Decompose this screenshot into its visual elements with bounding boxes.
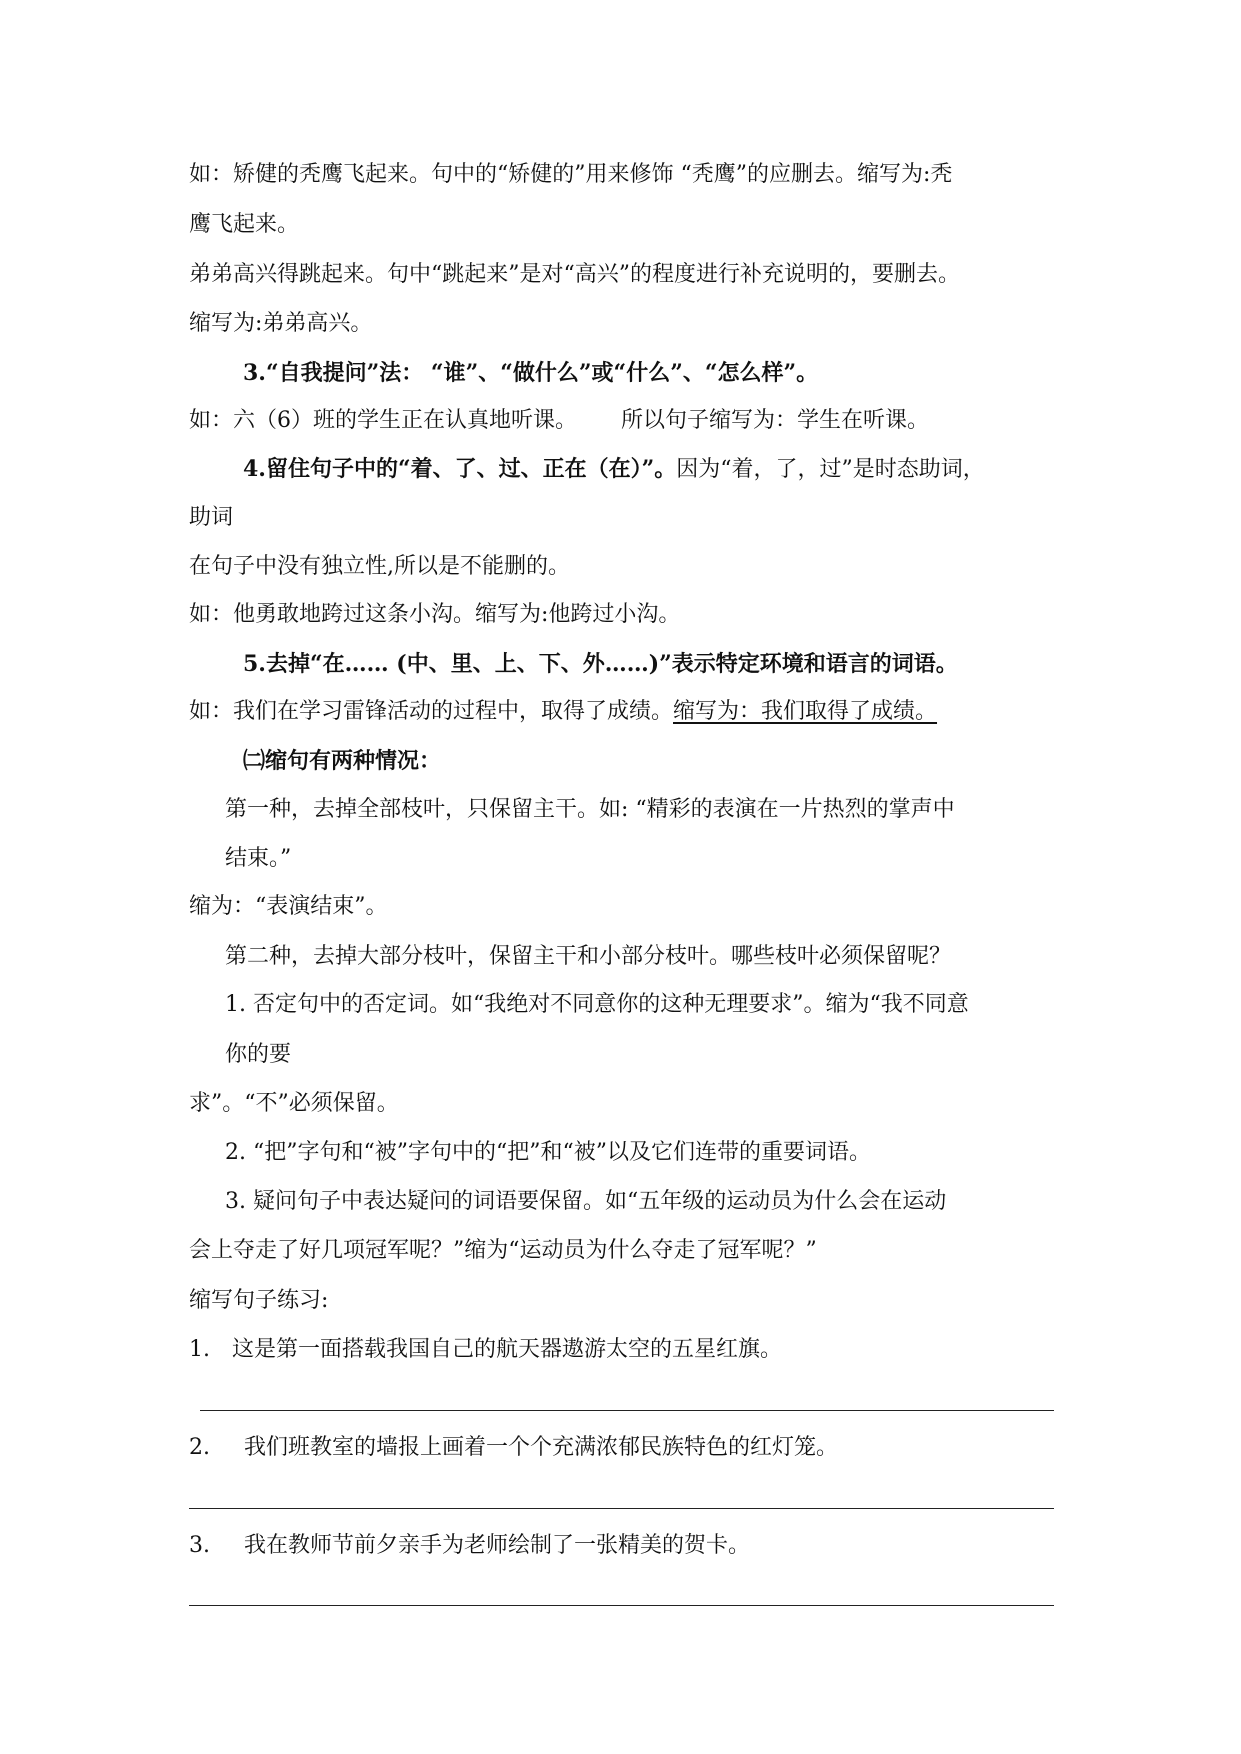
example-sentence: 如：我们在学习雷锋活动的过程中，取得了成绩。 <box>189 699 674 724</box>
rule-line-4 <box>243 454 985 485</box>
text-line: 结束。” <box>225 846 292 871</box>
answer-line[interactable] <box>189 1605 1054 1606</box>
exercise-sentence: 我们班教室的墙报上画着一个个充满浓郁民族特色的红灯笼。 <box>244 1435 839 1460</box>
exercise-number: 3. <box>189 1533 210 1558</box>
rule-heading-4: 4.留住句子中的“着、了、过、正在（在）”。 <box>243 456 677 482</box>
text-line: 如：矫健的秃鹰飞起来。句中的“矫健的”用来修饰 “秃鹰”的应删去。缩写为:秃 <box>189 162 953 187</box>
exercise-number: 2. <box>189 1435 210 1460</box>
example-line <box>189 697 937 727</box>
text-line: 你的要 <box>225 1042 292 1067</box>
exercise-number: 1. <box>189 1337 210 1362</box>
rule-heading-3: 3.“自我提问”法： “谁”、“做什么”或“什么”、“怎么样”。 <box>243 360 819 386</box>
text-line: 第一种，去掉全部枝叶，只保留主干。如: “精彩的表演在一片热烈的掌声中 <box>225 797 955 822</box>
exercise-sentence: 我在教师节前夕亲手为老师绘制了一张精美的贺卡。 <box>244 1533 751 1558</box>
text-line: 2. “把”字句和“被”字句中的“把”和“被”以及它们连带的重要词语。 <box>225 1140 871 1165</box>
text-line: 鹰飞起来。 <box>189 212 300 237</box>
example-line <box>189 406 929 436</box>
text-line: 如：他勇敢地跨过这条小沟。缩写为:他跨过小沟。 <box>189 602 681 627</box>
answer-line[interactable] <box>200 1410 1054 1411</box>
example-sentence: 如：六（6）班的学生正在认真地听课。 <box>189 408 577 433</box>
text-line: 求”。“不”必须保留。 <box>189 1091 399 1116</box>
answer-line[interactable] <box>189 1508 1054 1509</box>
rule-heading-5: 5.去掉“在…… (中、里、上、下、外……)”表示特定环境和语言的词语。 <box>243 651 958 677</box>
exercise-item <box>189 1433 838 1463</box>
text-line: 弟弟高兴得跳起来。句中“跳起来”是对“高兴”的程度进行补充说明的，要删去。 <box>189 262 960 287</box>
text-line: 在句子中没有独立性,所以是不能删的。 <box>189 554 570 579</box>
text-line: 助词 <box>189 505 234 530</box>
underlined-answer: 缩写为：我们取得了成绩。 <box>673 699 938 724</box>
text-line: 缩为：“表演结束”。 <box>189 894 388 919</box>
exercise-heading: 缩写句子练习: <box>189 1288 329 1313</box>
text-line: 缩写为:弟弟高兴。 <box>189 311 373 336</box>
text-line: 3. 疑问句子中表达疑问的词语要保留。如“五年级的运动员为什么会在运动 <box>225 1189 947 1214</box>
example-result: 所以句子缩写为：学生在听课。 <box>621 408 930 433</box>
text-line: 会上夺走了好几项冠军呢？”缩为“运动员为什么夺走了冠军呢？” <box>189 1238 817 1263</box>
text-line: 第二种，去掉大部分枝叶，保留主干和小部分枝叶。哪些枝叶必须保留呢？ <box>225 944 952 969</box>
text-line: 1. 否定句中的否定词。如“我绝对不同意你的这种无理要求”。缩为“我不同意 <box>225 992 969 1017</box>
exercise-sentence: 这是第一面搭载我国自己的航天器遨游太空的五星红旗。 <box>232 1337 783 1362</box>
section-heading: ㈡缩句有两种情况： <box>243 748 442 774</box>
exercise-item <box>189 1531 750 1561</box>
rule-explanation: 因为“着，了，过”是时态助词， <box>676 457 985 482</box>
exercise-item <box>189 1335 782 1365</box>
